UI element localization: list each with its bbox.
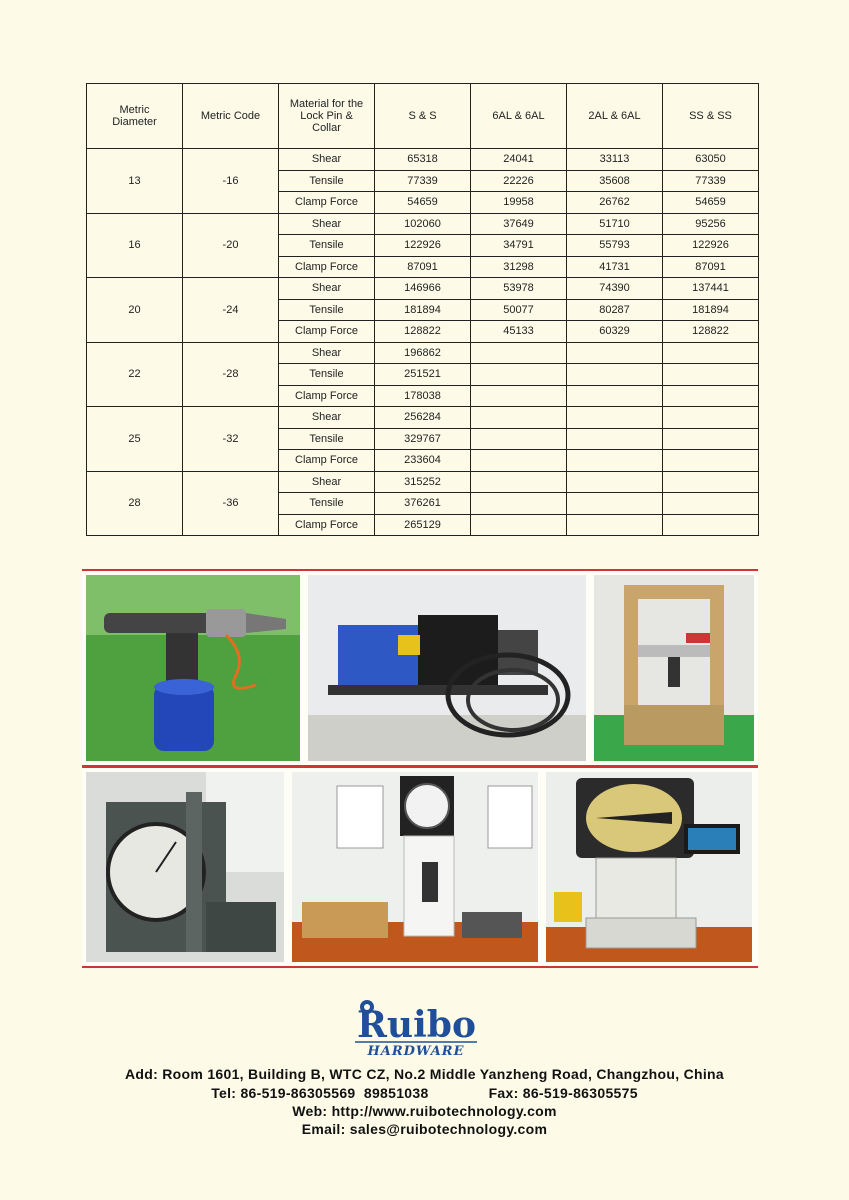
cell-value: 77339 [663,170,759,192]
header-ss-ss: SS & SS [663,84,759,149]
cell-metric-diameter: 25 [87,407,183,472]
cell-value [567,407,663,429]
cell-value: 122926 [663,235,759,257]
cell-value: 55793 [567,235,663,257]
photo-tensile-tester [594,575,754,761]
cell-value: 178038 [375,385,471,407]
cell-metric-code: -20 [183,213,279,278]
footer-phone-fax [0,1085,849,1101]
cell-value [663,514,759,536]
cell-property: Tensile [279,428,375,450]
cell-value [663,407,759,429]
cell-value: 33113 [567,149,663,171]
cell-property: Shear [279,213,375,235]
footer-email: Email: sales@ruibotechnology.com [301,1121,548,1137]
cell-metric-code: -16 [183,149,279,214]
cell-value [471,364,567,386]
cell-value [471,385,567,407]
cell-value: 50077 [471,299,567,321]
cell-value [567,385,663,407]
cell-value: 22226 [471,170,567,192]
table-row [87,149,759,171]
cell-property: Clamp Force [279,256,375,278]
cell-value: 26762 [567,192,663,214]
cell-value: 37649 [471,213,567,235]
cell-metric-diameter: 16 [87,213,183,278]
cell-value: 35608 [567,170,663,192]
footer-address: Add: Room 1601, Building B, WTC CZ, No.2 Middle Yanzheng Road, Changzhou, China [125,1066,724,1082]
cell-value: 24041 [471,149,567,171]
cell-value: 137441 [663,278,759,300]
cell-value: 87091 [663,256,759,278]
cell-property: Tensile [279,493,375,515]
cell-property: Shear [279,407,375,429]
cell-value: 45133 [471,321,567,343]
svg-text:HARDWARE: HARDWARE [367,1044,465,1059]
header-metric-diameter: Metric Diameter [87,84,183,149]
cell-property: Tensile [279,235,375,257]
cell-metric-diameter: 20 [87,278,183,343]
cell-property: Shear [279,342,375,364]
cell-value: 256284 [375,407,471,429]
cell-metric-diameter: 13 [87,149,183,214]
cell-value [471,514,567,536]
cell-value [663,493,759,515]
cell-value: 19958 [471,192,567,214]
cell-metric-diameter: 28 [87,471,183,536]
header-metric-code: Metric Code [183,84,279,149]
header-s-s: S & S [375,84,471,149]
cell-value: 376261 [375,493,471,515]
cell-value: 41731 [567,256,663,278]
cell-value: 128822 [663,321,759,343]
cell-value: 74390 [567,278,663,300]
cell-property: Shear [279,278,375,300]
cell-property: Clamp Force [279,450,375,472]
header-6al-6al: 6AL & 6AL [471,84,567,149]
cell-value [567,364,663,386]
cell-value [663,364,759,386]
table-row [87,342,759,364]
cell-value [471,450,567,472]
table-row [87,407,759,429]
cell-value: 54659 [375,192,471,214]
cell-property: Clamp Force [279,514,375,536]
cell-value: 102060 [375,213,471,235]
photo-dial-tester [86,772,284,962]
cell-value [567,514,663,536]
photo-row-top [82,569,758,767]
cell-property: Clamp Force [279,192,375,214]
cell-value: 65318 [375,149,471,171]
cell-value: 181894 [375,299,471,321]
cell-value: 196862 [375,342,471,364]
cell-value: 95256 [663,213,759,235]
cell-value [663,450,759,472]
cell-value: 251521 [375,364,471,386]
photo-profile-projector [546,772,752,962]
header-material: Material for the Lock Pin & Collar [279,84,375,149]
cell-value [567,493,663,515]
cell-value: 128822 [375,321,471,343]
ruibo-logo [353,997,479,1059]
cell-value: 77339 [375,170,471,192]
footer-tel: Tel: 86-519-86305569 89851038 [211,1085,429,1101]
table-header-row [87,84,759,149]
cell-value: 63050 [663,149,759,171]
cell-value [471,428,567,450]
cell-property: Shear [279,149,375,171]
photo-hydraulic-pump [308,575,586,761]
cell-value [567,450,663,472]
cell-value [663,428,759,450]
cell-value: 233604 [375,450,471,472]
cell-property: Clamp Force [279,321,375,343]
cell-value [663,342,759,364]
footer-fax: Fax: 86-519-86305575 [488,1085,638,1101]
cell-value [471,493,567,515]
cell-value [663,471,759,493]
cell-property: Tensile [279,299,375,321]
cell-value [663,385,759,407]
cell-value [471,342,567,364]
cell-value: 51710 [567,213,663,235]
cell-metric-diameter: 22 [87,342,183,407]
cell-value: 265129 [375,514,471,536]
cell-property: Clamp Force [279,385,375,407]
table-row [87,278,759,300]
cell-value: 80287 [567,299,663,321]
spec-table [86,83,759,536]
cell-value: 60329 [567,321,663,343]
cell-value: 54659 [663,192,759,214]
table-row [87,213,759,235]
photo-rivet-gun [86,575,300,761]
cell-value: 87091 [375,256,471,278]
photo-hardness-tester [292,772,538,962]
cell-property: Tensile [279,364,375,386]
footer-web: Web: http://www.ruibotechnology.com [292,1103,557,1119]
cell-metric-code: -24 [183,278,279,343]
cell-value: 31298 [471,256,567,278]
cell-value: 53978 [471,278,567,300]
photo-row-bottom [82,766,758,968]
cell-value: 181894 [663,299,759,321]
cell-value: 34791 [471,235,567,257]
svg-text:Ruibo: Ruibo [357,1004,476,1046]
table-row [87,471,759,493]
cell-value: 146966 [375,278,471,300]
cell-value [567,342,663,364]
cell-metric-code: -28 [183,342,279,407]
cell-value [471,471,567,493]
cell-property: Shear [279,471,375,493]
cell-value: 315252 [375,471,471,493]
header-2al-6al: 2AL & 6AL [567,84,663,149]
cell-metric-code: -32 [183,407,279,472]
cell-value [471,407,567,429]
cell-value [567,428,663,450]
cell-metric-code: -36 [183,471,279,536]
cell-value [567,471,663,493]
cell-value: 329767 [375,428,471,450]
cell-value: 122926 [375,235,471,257]
cell-property: Tensile [279,170,375,192]
